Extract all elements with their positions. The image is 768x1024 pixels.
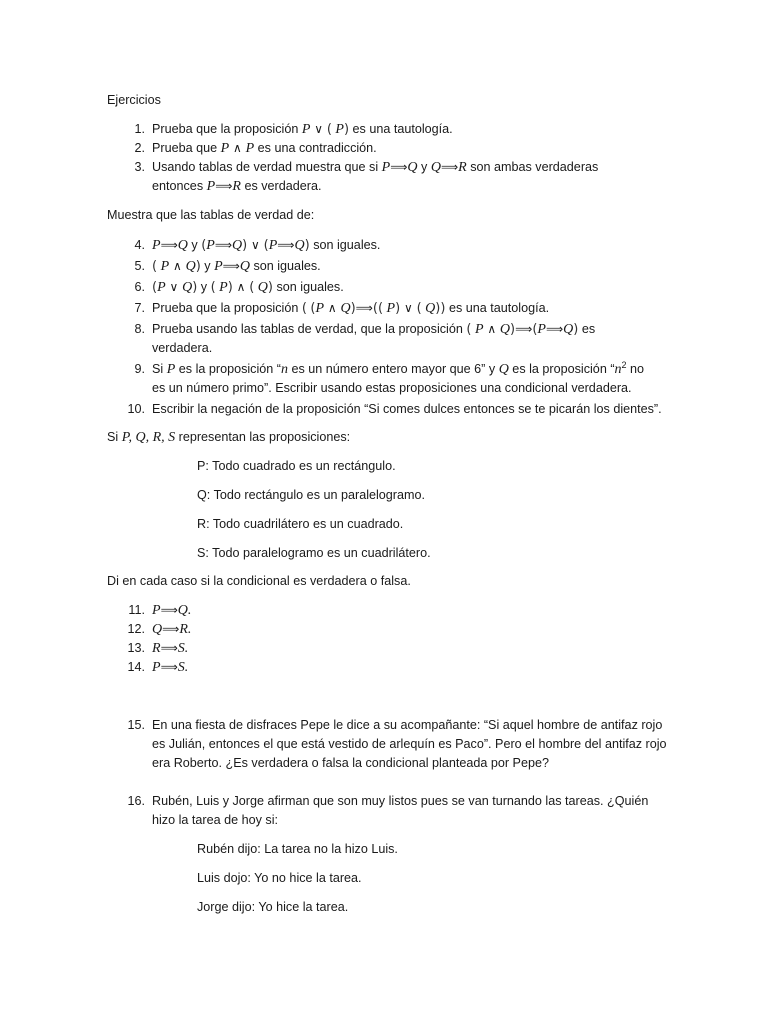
list-item: 16. Rubén, Luis y Jorge afirman que son muy listos pues se van turnando las tareas. ¿Quién hizo la tarea de hoy si: xyxy=(127,794,649,827)
statement-jorge: Jorge dijo: Yo hice la tarea. xyxy=(197,900,349,914)
list-item: 15. En una fiesta de disfraces Pepe le dice a su acompañante: “Si aquel hombre de antifaz rojo es Julián, entonces el que está vestido de arlequín es Paco”. Pero el hombre del antifaz rojo era Roberto. ¿Es verdadera o falsa la condicional planteada por Pepe? xyxy=(127,718,667,770)
proposition-s: S: Todo paralelogramo es un cuadrilátero. xyxy=(197,546,431,560)
list-item: 8. Prueba usando las tablas de verdad, que la proposición ( P ∧ Q)⟹(P⟹Q) es verdadera. xyxy=(134,322,596,355)
list-item: 3. Usando tablas de verdad muestra que si P⟹Q y Q⟹R son ambas verdaderas entonces P⟹R es verdadera. xyxy=(134,160,599,194)
list-item: 4. P⟹Q y (P⟹Q) ∨ (P⟹Q) son iguales. xyxy=(134,238,381,253)
list-item: 12. Q⟹R. xyxy=(127,622,192,637)
list-item: 13. R⟹S. xyxy=(127,641,189,656)
statement-ruben: Rubén dijo: La tarea no la hizo Luis. xyxy=(197,842,398,856)
list-item: 9. Si P es la proposición “n es un número entero mayor que 6” y Q es la proposición “$n^2$ no es un número primo”. Escribir usando estas proposiciones una condicional verdadera. xyxy=(134,359,645,395)
statement-luis: Luis dojo: Yo no hice la tarea. xyxy=(197,871,362,885)
list-item: 14. P⟹S. xyxy=(127,660,189,675)
list-item: 5. ( P ∧ Q) y P⟹Q son iguales. xyxy=(134,259,321,274)
proposition-q: Q: Todo rectángulo es un paralelogramo. xyxy=(197,488,425,502)
list-item: 2. Prueba que P ∧ P es una contradicción. xyxy=(134,141,377,156)
exercise-list-1 xyxy=(107,120,667,196)
exercise-16 xyxy=(107,792,667,830)
exercise-list-2 xyxy=(107,236,667,419)
exercise-15 xyxy=(107,716,667,773)
proposition-r: R: Todo cuadrilátero es un cuadrado. xyxy=(197,517,404,531)
proposition-p: P: Todo cuadrado es un rectángulo. xyxy=(197,459,396,473)
list-item: 1. Prueba que la proposición P ∨ ( P) es una tautología. xyxy=(134,122,453,137)
list-item: 10. Escribir la negación de la proposición “Si comes dulces entonces se te picarán los dientes”. xyxy=(127,402,662,416)
list-item: 7. Prueba que la proposición ( (P ∧ Q)⟹(( P) ∨ ( Q)) es una tautología. xyxy=(134,301,550,316)
heading-ejercicios: Ejercicios xyxy=(107,93,161,107)
exercise-list-3 xyxy=(107,601,667,677)
list-item: 11. P⟹Q. xyxy=(128,603,192,618)
propositions-intro: Si P, Q, R, S representan las proposiciones: xyxy=(107,430,351,445)
intro-conditional: Di en cada caso si la condicional es verdadera o falsa. xyxy=(107,574,411,588)
list-item: 6. (P ∨ Q) y ( P) ∧ ( Q) son iguales. xyxy=(134,280,344,295)
intro-truth-tables: Muestra que las tablas de verdad de: xyxy=(107,208,315,222)
